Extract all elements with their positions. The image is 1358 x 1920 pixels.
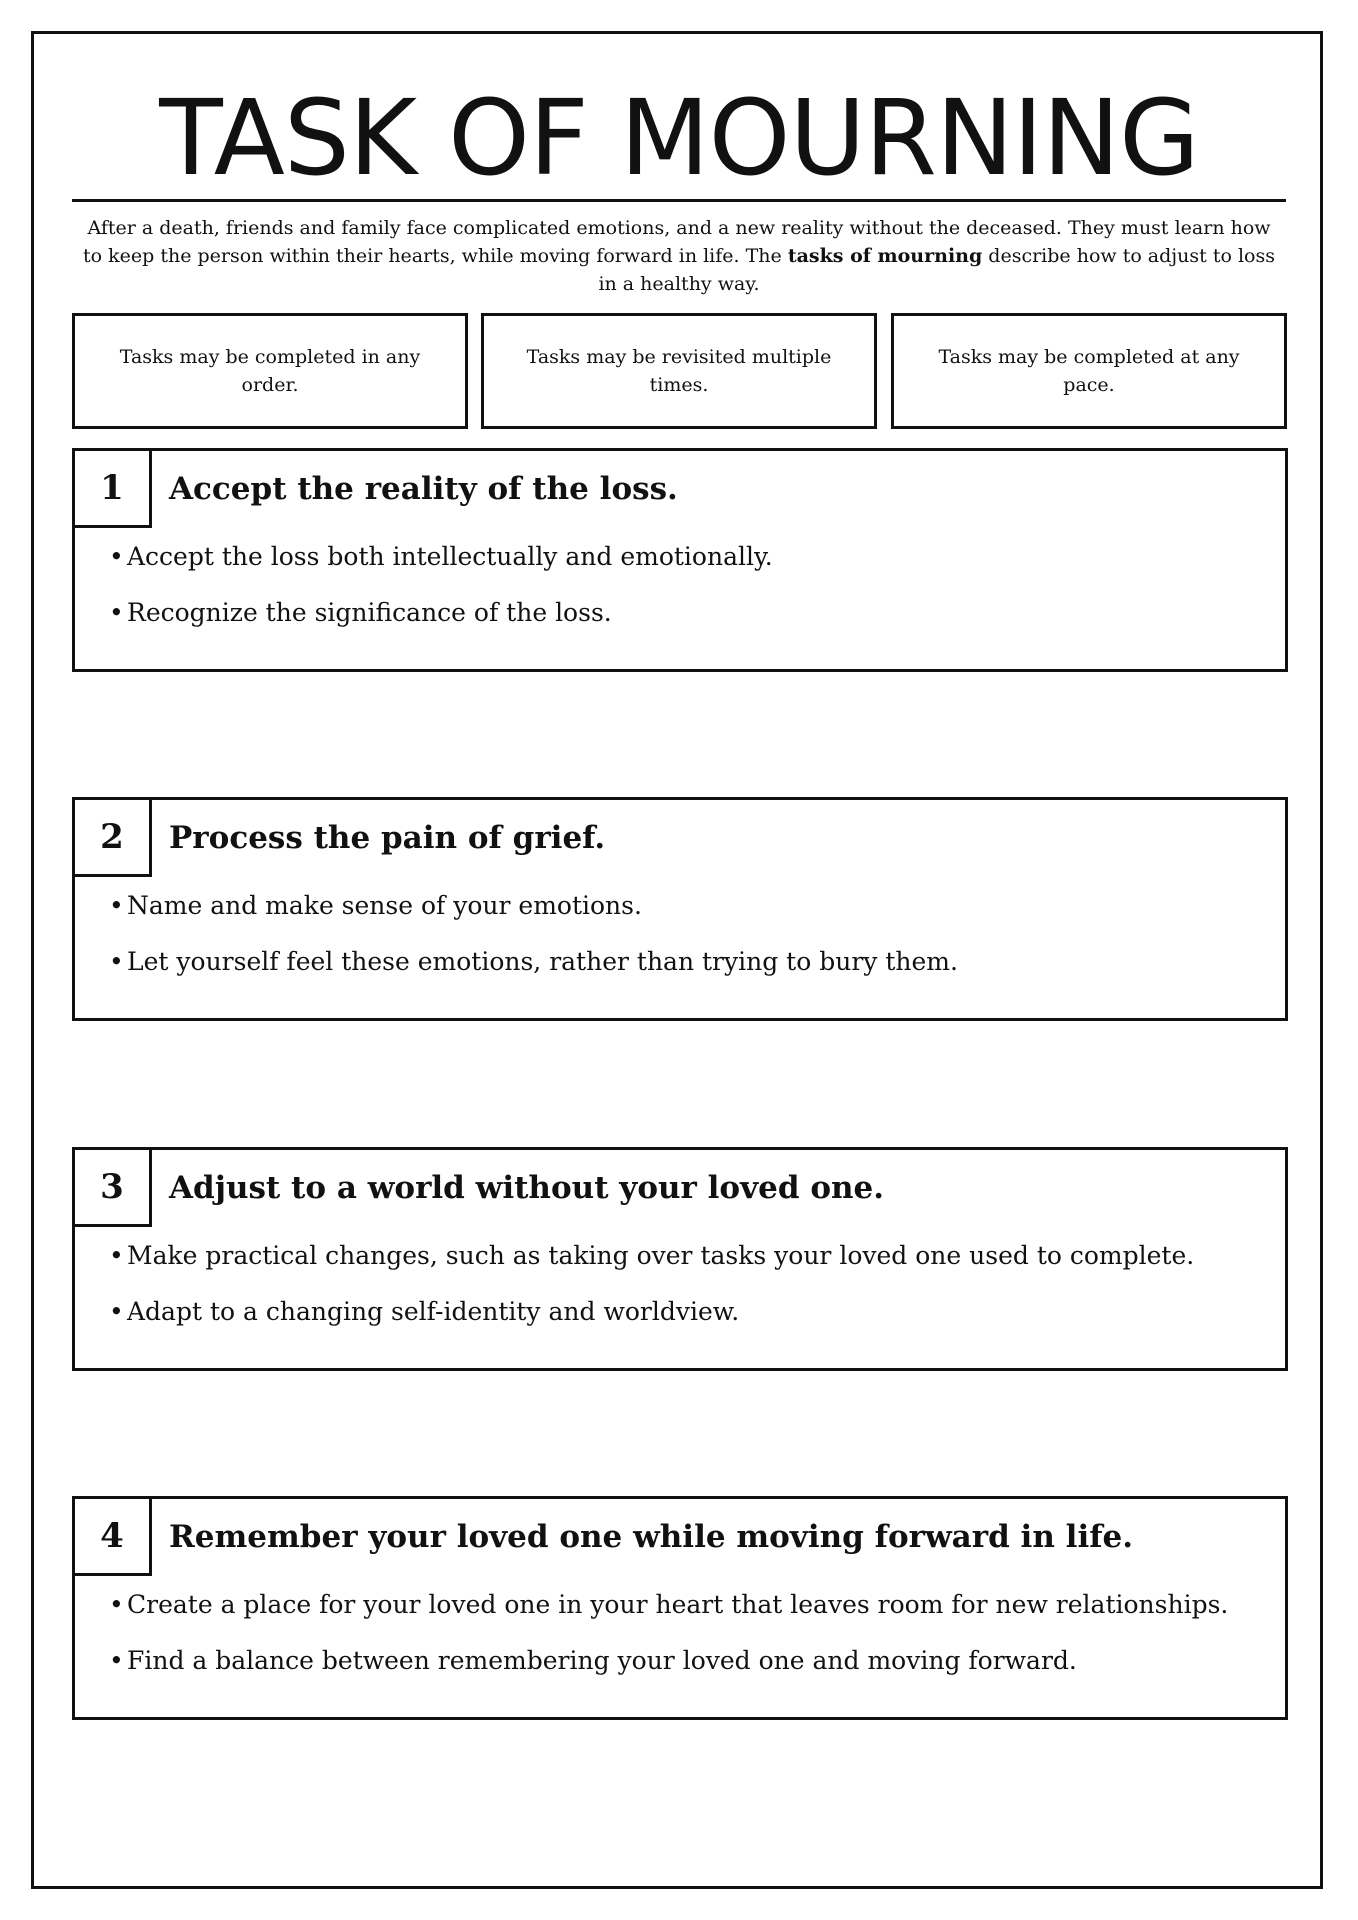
note-text: Tasks may be revisited multiple times. [526,346,832,396]
task-number: 3 [72,1147,152,1227]
note-box-revisit [481,313,877,429]
task-bullet-list [109,539,773,651]
task-card-3 [72,1147,1288,1371]
task-card-1 [72,448,1288,672]
list-item-text: Make practical changes, such as taking over tasks your loved one used to complete. [127,1241,1195,1270]
task-title: Accept the reality of the loss. [169,471,678,507]
note-text: Tasks may be completed at any pace. [938,346,1240,396]
list-item [109,1238,1194,1274]
bullet-icon: • [109,1241,124,1270]
intro-text-bold: tasks of mourning [787,245,983,267]
bullet-icon: • [109,598,124,627]
bullet-icon: • [109,891,124,920]
intro-paragraph [76,214,1282,298]
task-number: 1 [72,448,152,528]
list-item-text: Name and make sense of your emotions. [127,891,642,920]
list-item [109,1294,1194,1330]
note-text: Tasks may be completed in any order. [119,346,421,396]
task-title: Remember your loved one while moving forward in life. [169,1519,1134,1555]
list-item-text: Adapt to a changing self-identity and worldview. [127,1297,740,1326]
title-divider [72,199,1286,202]
list-item-text: Find a balance between remembering your loved one and moving forward. [127,1646,1077,1675]
list-item [109,888,958,924]
task-number: 2 [72,797,152,877]
list-item-text: Accept the loss both intellectually and emotionally. [127,542,773,571]
bullet-icon: • [109,1297,124,1326]
list-item-text: Let yourself feel these emotions, rather than trying to bury them. [127,947,958,976]
task-title: Adjust to a world without your loved one. [169,1170,885,1206]
task-card-4 [72,1496,1288,1720]
bullet-icon: • [109,1646,124,1675]
task-number: 4 [72,1496,152,1576]
bullet-icon: • [109,947,124,976]
list-item [109,595,773,631]
page-title: TASK OF MOURNING [159,77,1199,199]
task-card-2 [72,797,1288,1021]
note-box-order [72,313,468,429]
list-item [109,1587,1228,1623]
list-item [109,539,773,575]
list-item-text: Create a place for your loved one in your heart that leaves room for new relationships. [127,1590,1229,1619]
task-bullet-list [109,1587,1228,1699]
list-item [109,944,958,980]
intro-text-after: describe how to adjust to loss in a healthy way. [598,245,1275,295]
bullet-icon: • [109,1590,124,1619]
task-bullet-list [109,1238,1194,1350]
note-box-pace [891,313,1287,429]
list-item [109,1643,1228,1679]
task-bullet-list [109,888,958,1000]
bullet-icon: • [109,542,124,571]
list-item-text: Recognize the significance of the loss. [127,598,612,627]
intro-text-before: After a death, friends and family face complicated emotions, and a new reality without the deceased. They must learn how to keep the person within their hearts, while moving forward in life. The [83,217,1271,267]
task-title: Process the pain of grief. [169,820,606,856]
